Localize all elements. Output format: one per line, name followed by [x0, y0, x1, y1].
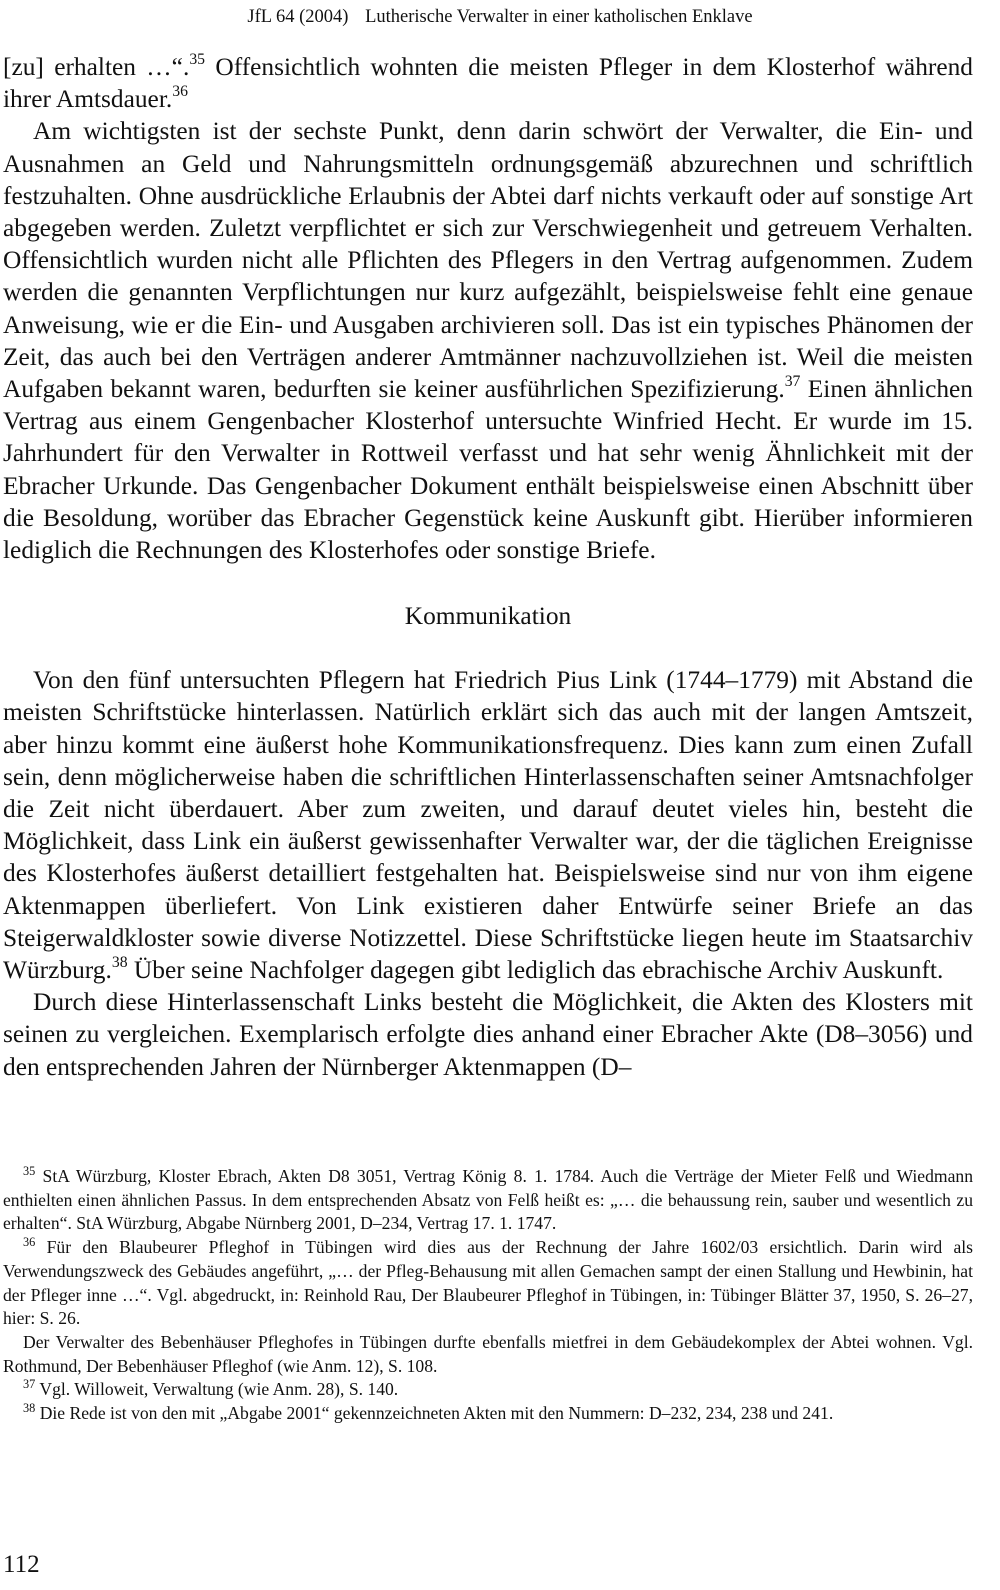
- text-run: Von den fünf untersuchten Pflegern hat Friedrich Pius Link (1744–1779) mit Abstand die meisten Schriftstücke hinterlassen. Natürlich erklärt sich das auch mit der langen Amtszeit, aber hinzu kommt eine äußerst hohe Kommunikationsfrequenz. Dies kann zum einen Zufall sein, denn möglicherweise haben die schriftlichen Hinterlassenschaften seiner Amtsnachfolger die Zeit nicht überdauert. Aber zum zweiten, und darauf deutet vieles hin, besteht die Möglichkeit, dass Link ein äußerst gewissenhafter Verwalter war, der die täglichen Ereignisse des Klosterhofes äußerst detailliert festgehalten hat. Beispielsweise sind nur von ihm eigene Aktenmappen überliefert. Von Link existieren daher Entwürfe seiner Briefe an das Steigerwaldkloster sowie diverse Notizzettel. Diese Schriftstücke liegen heute im Staatsarchiv Würzburg.: [3, 666, 973, 985]
- footnote-ref: 35: [23, 1164, 36, 1179]
- text-run: Der Verwalter des Bebenhäuser Pfleghofes in Tübingen durfte ebenfalls mietfrei in dem Gebäudekomplex der Abtei wohnen. Vgl. Rothmund, Der Bebenhäuser Pfleghof (wie Anm. 12), S. 108.: [3, 1331, 973, 1376]
- footnote-ref: 35: [189, 50, 206, 68]
- footnote-37: [3, 1378, 973, 1402]
- footnote-ref: 36: [172, 83, 188, 101]
- footnotes: [3, 1165, 973, 1426]
- running-header: [0, 6, 1000, 28]
- footnote-36: [3, 1236, 973, 1331]
- text-run: Durch diese Hinterlassenschaft Links besteht die Möglichkeit, die Akten des Klosters mit seinen zu vergleichen. Exemplarisch erfolgte dies anhand einer Ebracher Akte (D8–3056) und den entsprechenden Jahren der Nürnberger Aktenmappen (D–: [3, 988, 973, 1081]
- text-run: Vgl. Willoweit, Verwaltung (wie Anm. 28), S. 140.: [35, 1379, 399, 1400]
- footnote-ref: 38: [111, 954, 128, 972]
- paragraph: [3, 664, 973, 986]
- footnote-ref: 37: [784, 373, 801, 391]
- running-title: Lutherische Verwalter in einer katholischen Enklave: [365, 7, 753, 27]
- footnote-ref: 36: [23, 1235, 36, 1250]
- text-run: Einen ähnlichen Vertrag aus einem Gengenbacher Klosterhof untersuchte Winfried Hecht. Er wurde im 15. Jahrhundert für den Verwalter in Rottweil verfasst und hat sehr wenig Ähnlichkeit mit der Ebracher Urkunde. Das Gengenbacher Dokument enthält beispielsweise einen Abschnitt über die Besoldung, worüber das Ebracher Gegenstück keine Auskunft gibt. Hierüber informieren lediglich die Rechnungen des Klosterhofes oder sonstige Briefe.: [3, 375, 974, 565]
- paragraph: [3, 986, 973, 1083]
- text-run: StA Würzburg, Kloster Ebrach, Akten D8 3051, Vertrag König 8. 1. 1784. Auch die Verträge der Mieter Felß und Wiedmann enthielten einen ähnlichen Passus. In dem entsprechenden Absatz von Felß heißt es: „… die behaussung rein, sauber und wesentlich zu erhalten“. StA Würzburg, Abgabe Nürnberg 2001, D–234, Vertrag 17. 1. 1747.: [3, 1166, 973, 1234]
- footnote-38: [3, 1402, 973, 1426]
- page-number: 112: [3, 1551, 40, 1578]
- text-run: Über seine Nachfolger dagegen gibt lediglich das ebrachische Archiv Auskunft.: [127, 956, 944, 985]
- text-run: Für den Blaubeurer Pfleghof in Tübingen wird dies aus der Rechnung der Jahre 1602/03 ersichtlich. Darin wird als Verwendungszweck des Gebäudes angeführt, „… der Pfleg-Behausung mit allen Gemachen sampt der einen Stallung und Hewbinin, hat der Pfleger inne …“. Vgl. abgedruckt, in: Reinhold Rau, Der Blaubeurer Pfleghof in Tübingen, in: Tübinger Blätter 37, 1950, S. 26–27, hier: S. 26.: [3, 1237, 973, 1329]
- text-run: Offensichtlich wohnten die meisten Pfleger in dem Klosterhof während ihrer Amtsdauer.: [3, 53, 974, 114]
- main-text: [3, 51, 973, 1083]
- journal-citation: JfL 64 (2004): [247, 7, 349, 27]
- footnote-ref: 37: [23, 1377, 36, 1392]
- text-run: Am wichtigsten ist der sechste Punkt, denn darin schwört der Verwalter, die Ein- und Ausnahmen an Geld und Nahrungsmitteln ordnungsgemäß abzurechnen und schriftlich festzuhalten. Ohne ausdrückliche Erlaubnis der Abtei darf nichts verkauft oder auf sonstige Art abgegeben werden. Zuletzt verpflichtet er sich zur Verschwiegenheit und getreuem Verhalten. Offensichtlich wurden nicht alle Pflichten des Pflegers in den Vertrag aufgenommen. Zudem werden die genannten Verpflichtungen nur kurz aufgezählt, beispielsweise fehlt eine genaue Anweisung, wie er die Ein- und Ausgaben archivieren soll. Das ist ein typisches Phänomen der Zeit, das auch bei den Verträgen anderer Amtmänner nachzuvollziehen ist. Weil die meisten Aufgaben bekannt waren, bedurften sie keiner ausführlichen Spezifizierung.: [3, 117, 973, 404]
- footnote-35: [3, 1165, 973, 1236]
- footnote-ref: 38: [23, 1401, 36, 1416]
- text-run: Die Rede ist von den mit „Abgabe 2001“ gekennzeichneten Akten mit den Nummern: D–232, 234, 238 und 241.: [35, 1403, 834, 1424]
- footnote-36-continued: [3, 1331, 973, 1378]
- section-heading: Kommunikation: [404, 602, 572, 631]
- paragraph: [3, 115, 973, 566]
- text-run: [zu] erhalten …“.: [3, 53, 190, 81]
- paragraph: [3, 51, 973, 115]
